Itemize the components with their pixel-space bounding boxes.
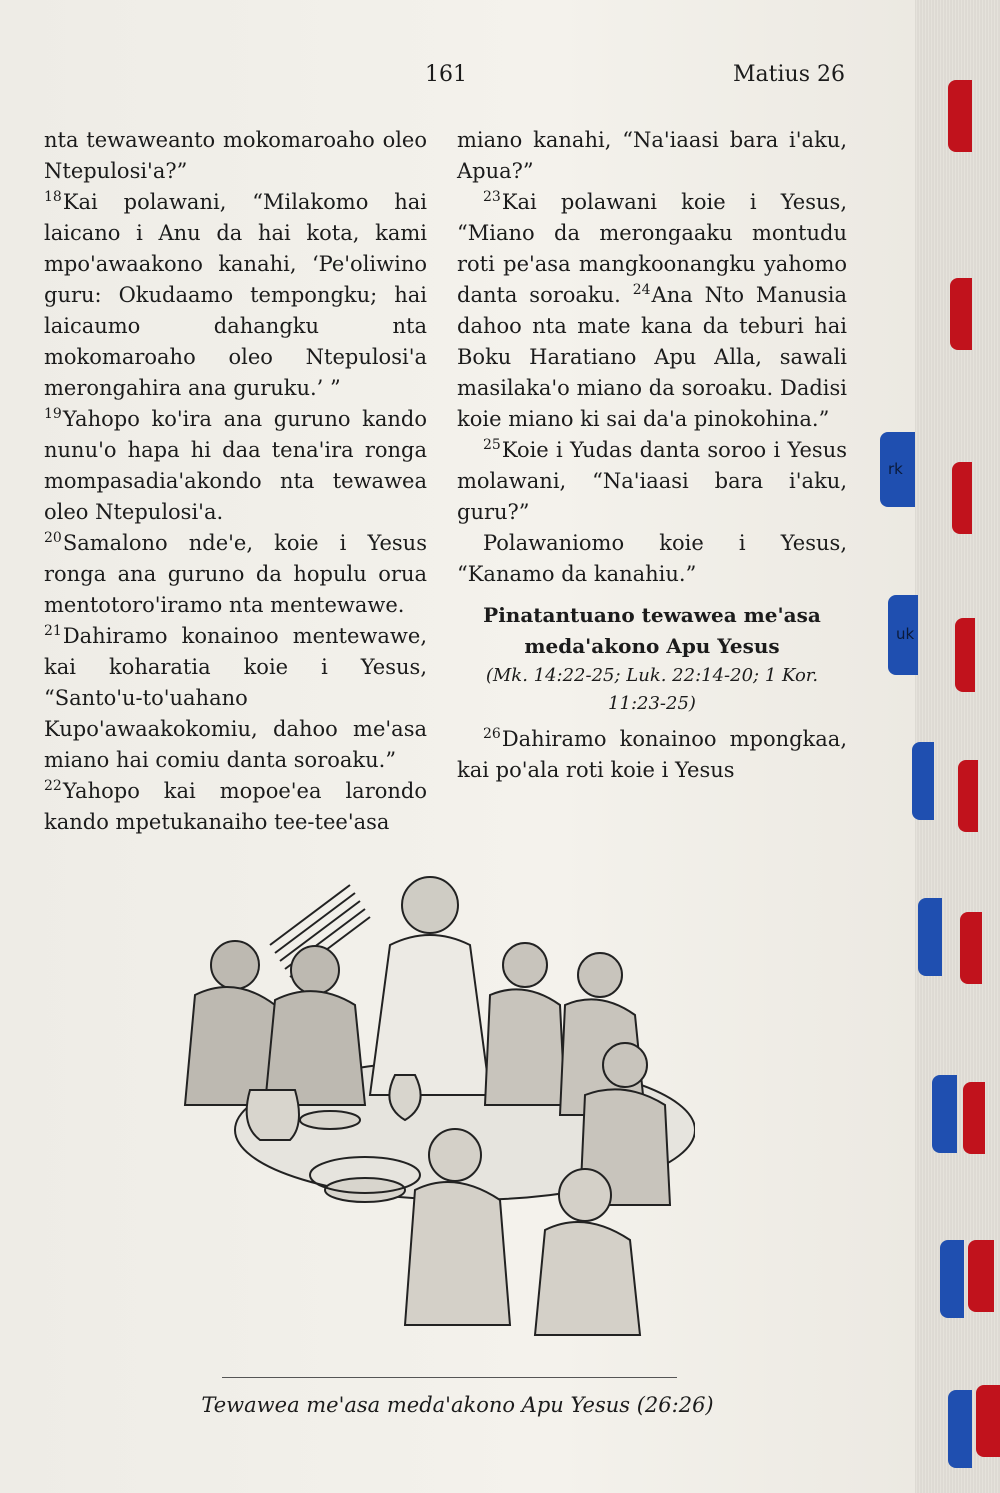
thumb-tab[interactable] [880, 432, 915, 507]
verse-text: Dahiramo konainoo mpongkaa, kai po'ala roti koie i Yesus [457, 727, 847, 782]
thumb-tab[interactable] [955, 618, 975, 692]
jesus-figure [370, 877, 490, 1095]
verse-20 [44, 528, 427, 621]
verse-text: nta tewaweanto mokomaroaho oleo Ntepulosi'a?” [44, 128, 427, 183]
thumb-tab[interactable] [912, 742, 934, 820]
thumb-tab[interactable] [958, 760, 978, 832]
caption-rule [222, 1377, 677, 1378]
verse-21 [44, 621, 427, 776]
thumb-tab-label: rk [888, 459, 903, 478]
verse-text: Ana Nto Manusia dahoo nta mate kana da teburi hai Boku Haratiano Apu Alla, sawali masilaka'o miano da soroaku. Dadisi koie miano ki sai da'a pinokohina.” [457, 283, 848, 431]
verse-number: 22 [44, 778, 62, 794]
verse-number: 18 [44, 189, 62, 205]
paragraph [44, 125, 427, 187]
thumb-tab[interactable] [952, 462, 972, 534]
verse-22 [44, 776, 427, 838]
verse-number: 20 [44, 530, 62, 546]
thumb-tab[interactable] [960, 912, 982, 984]
right-column [457, 125, 847, 786]
verse-25 [457, 435, 847, 528]
page-number: 161 [425, 62, 467, 87]
thumb-tab[interactable] [932, 1075, 957, 1153]
verse-23 [457, 187, 847, 435]
verse-number: 21 [44, 623, 62, 639]
verse-text: Polawaniomo koie i Yesus, “Kanamo da kanahiu.” [457, 531, 847, 586]
thumb-tab[interactable] [888, 595, 918, 675]
verse-number: 26 [483, 726, 501, 742]
verse-18 [44, 187, 427, 404]
left-column [44, 125, 427, 838]
thumb-tab[interactable] [948, 1390, 972, 1468]
verse-number: 19 [44, 406, 62, 422]
thumb-tab[interactable] [968, 1240, 994, 1312]
verse-text: Dahiramo konainoo mentewawe, kai koharatia koie i Yesus, “Santo'u-to'uahano Kupo'awaakokomiu, dahoo me'asa miano hai comiu danta soroaku.” [44, 624, 427, 772]
running-head: Matius 26 [733, 62, 845, 87]
verse-text: Yahopo ko'ira ana guruno kando nunu'o hapa hi daa tena'ira ronga mompasadia'akondo nta tewawea oleo Ntepulosi'a. [44, 407, 427, 524]
section-heading: Pinatantuano tewawea me'asa meda'akono Apu Yesus [483, 603, 821, 658]
verse-text: Samalono nde'e, koie i Yesus ronga ana guruno da hopulu orua mentotoro'iramo nta mentewawe. [44, 531, 427, 617]
thumb-tab[interactable] [950, 278, 972, 350]
thumb-tab[interactable] [948, 80, 972, 152]
verse-number: 25 [483, 437, 501, 453]
verse-text: Kai polawani, “Milakomo hai laicano i Anu da hai kota, kami mpo'awaakono kanahi, ‘Pe'oliwino guru: Okudaamo tempongku; hai laicaumo dahangku nta mokomaroaho oleo Ntepulosi'a merongahira ana guruku.’ ” [44, 190, 427, 400]
last-supper-illustration [165, 855, 695, 1365]
paragraph [457, 528, 847, 590]
thumb-tab-label: uk [896, 625, 915, 643]
section-references: (Mk. 14:22-25; Luk. 22:14-20; 1 Kor. 11:23-25) [485, 665, 819, 714]
verse-text: Koie i Yudas danta soroo i Yesus molawani, “Na'iaasi bara i'aku, guru?” [457, 438, 847, 524]
verse-text: miano kanahi, “Na'iaasi bara i'aku, Apua?” [457, 128, 847, 183]
thumb-tab[interactable] [963, 1082, 985, 1154]
verse-19 [44, 404, 427, 528]
verse-26 [457, 724, 847, 786]
thumb-tab[interactable] [918, 898, 942, 976]
verse-text: Kai polawani koie i Yesus, “Miano da merongaaku montudu roti pe'asa mangkoonangku yahomo danta soroaku. [457, 190, 847, 307]
verse-text: Yahopo kai mopoe'ea larondo kando mpetukanaiho tee-tee'asa [44, 779, 427, 834]
illustration-caption: Tewawea me'asa meda'akono Apu Yesus (26:26) [201, 1393, 714, 1417]
thumb-tab[interactable] [940, 1240, 964, 1318]
verse-number: 24 [632, 282, 651, 298]
thumb-tab[interactable] [976, 1385, 1000, 1457]
verse-number: 23 [483, 189, 501, 205]
disciples-left [185, 941, 365, 1105]
paragraph [457, 125, 847, 187]
